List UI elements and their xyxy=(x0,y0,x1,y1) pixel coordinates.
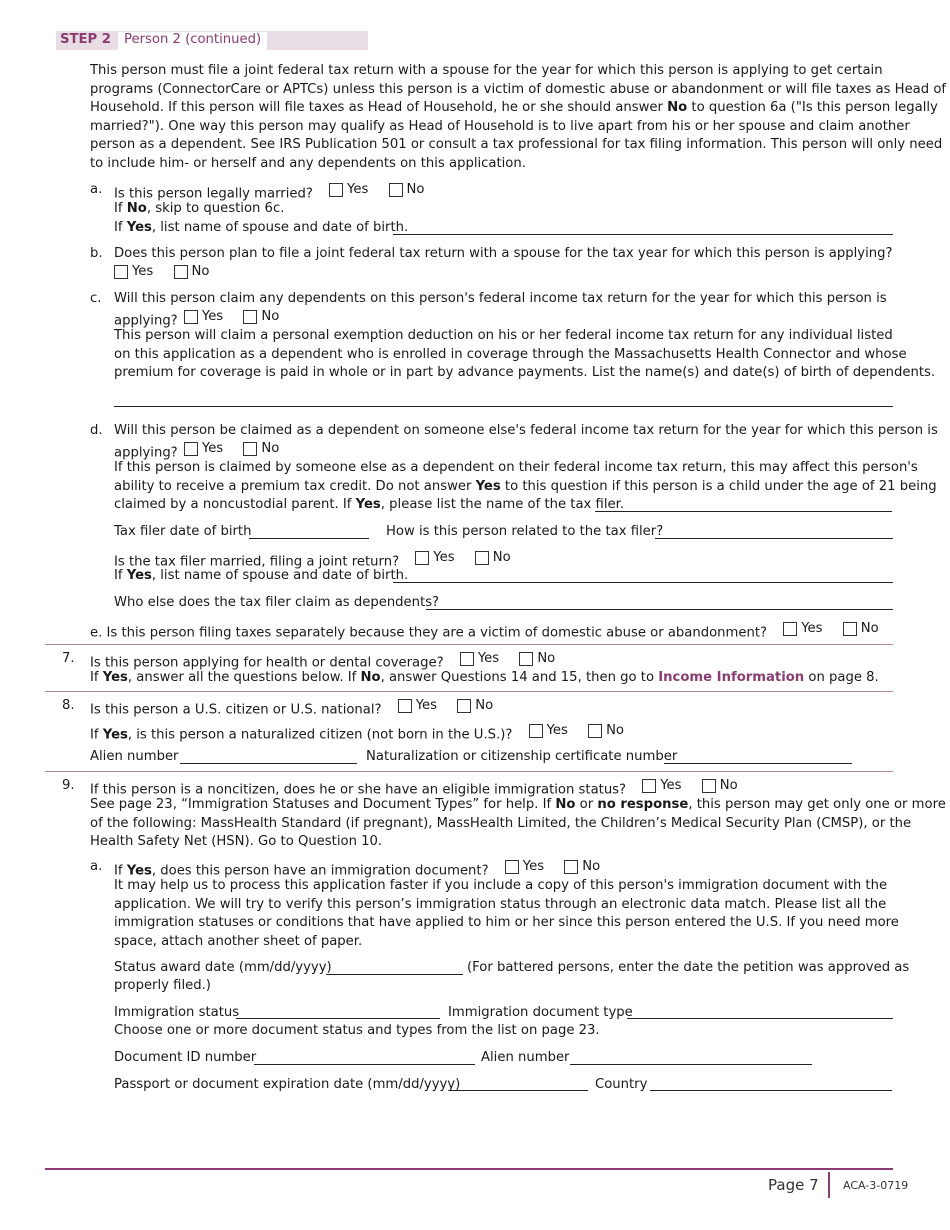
q6b-options: Yes No xyxy=(112,263,223,286)
q6a-spouse-field[interactable] xyxy=(393,234,893,235)
q6a-letter: a. xyxy=(90,182,103,197)
q9a-yes-checkbox[interactable] xyxy=(505,860,519,874)
q6a-yes-checkbox[interactable] xyxy=(329,183,343,197)
q9a-question: If Yes, does this person have an immigration document? Yes No xyxy=(114,859,601,879)
immigration-status-label: Immigration status xyxy=(114,1005,240,1020)
q6d-explanation: If this person is claimed by someone else as a dependent on their federal income tax return, this may affect this person's ability to receive a premium tax credit. Do not answer Yes to this question if this person is a child under the age of 21 being claimed by a noncustodial parent. If Yes, please list the name of the tax filer. xyxy=(114,460,937,513)
choose-doc-note: Choose one or more document status and types from the list on page 23. xyxy=(114,1023,600,1038)
footer-rule xyxy=(45,1168,893,1170)
q7-number: 7. xyxy=(62,651,75,666)
q9-number: 9. xyxy=(62,778,75,793)
divider xyxy=(45,644,893,645)
tax-filer-dependents-label: Who else does the tax filer claim as dependents? xyxy=(114,595,440,610)
q8-yes-checkbox[interactable] xyxy=(398,699,412,713)
form-code: ACA-3-0719 xyxy=(843,1179,909,1192)
q6d-letter: d. xyxy=(90,423,103,438)
q6e-no-checkbox[interactable] xyxy=(843,622,857,636)
q6d-tax-filer-name-field[interactable] xyxy=(595,511,892,512)
q7-question: Is this person applying for health or dental coverage? Yes No xyxy=(90,651,556,671)
page-number: Page 7 xyxy=(768,1176,819,1194)
q7-instructions: If Yes, answer all the questions below. If No, answer Questions 14 and 15, then go to Income Information on page 8. xyxy=(90,670,879,685)
q6a-spouse-label: If Yes, list name of spouse and date of birth. xyxy=(114,220,409,235)
immigration-doc-type-label: Immigration document type xyxy=(448,1005,633,1020)
passport-exp-label: Passport or document expiration date (mm/dd/yyyy) xyxy=(114,1077,461,1092)
q8-naturalized-question: If Yes, is this person a naturalized citizen (not born in the U.S.)? Yes No xyxy=(90,723,624,743)
divider xyxy=(45,771,893,772)
step-label: STEP 2 xyxy=(60,32,111,47)
tax-filer-married-yes-checkbox[interactable] xyxy=(415,551,429,565)
q9-no-checkbox[interactable] xyxy=(702,779,716,793)
document-id-label: Document ID number xyxy=(114,1050,257,1065)
q9a-alien-label: Alien number xyxy=(481,1050,570,1065)
q9-explanation: See page 23, “Immigration Statuses and Document Types” for help. If No or no response, this person may get only one or more of the following: MassHealth Standard (if pregnant), MassHealth Limited, the Children’s Medical Security Plan (CMSP), or the Health Safety Net (HSN). Go to Question 10. xyxy=(90,797,946,850)
tax-filer-dependents-field[interactable] xyxy=(426,609,893,610)
country-field[interactable] xyxy=(650,1090,892,1091)
tax-filer-married-no-checkbox[interactable] xyxy=(475,551,489,565)
q8-natcert-label: Naturalization or citizenship certificate number xyxy=(366,749,678,764)
divider xyxy=(45,691,893,692)
immigration-status-field[interactable] xyxy=(236,1018,440,1019)
document-id-field[interactable] xyxy=(254,1064,475,1065)
q6c-applying: applying? Yes No xyxy=(114,309,280,329)
tax-filer-spouse-field[interactable] xyxy=(393,582,893,583)
q8-alien-number-field[interactable] xyxy=(180,763,357,764)
q8-naturalized-no-checkbox[interactable] xyxy=(588,724,602,738)
q6a-question: Is this person legally married? Yes No xyxy=(114,182,425,202)
q6b-letter: b. xyxy=(90,246,103,261)
q6c-question: Will this person claim any dependents on this person's federal income tax return for the year for which this person is xyxy=(114,291,887,306)
q8-naturalized-yes-checkbox[interactable] xyxy=(529,724,543,738)
status-award-note-cont: properly filed.) xyxy=(114,978,211,993)
q7-yes-checkbox[interactable] xyxy=(460,652,474,666)
q8-question: Is this person a U.S. citizen or U.S. national? Yes No xyxy=(90,698,494,718)
q6a-skip-note: If No, skip to question 6c. xyxy=(114,201,285,216)
q6d-yes-checkbox[interactable] xyxy=(184,442,198,456)
q9-yes-checkbox[interactable] xyxy=(642,779,656,793)
tax-filer-dob-label: Tax filer date of birth xyxy=(114,524,252,539)
q9a-no-checkbox[interactable] xyxy=(564,860,578,874)
q6e-yes-checkbox[interactable] xyxy=(783,622,797,636)
country-label: Country xyxy=(595,1077,648,1092)
q6d-question: Will this person be claimed as a dependent on someone else's federal income tax return for the year for which this person is xyxy=(114,423,938,438)
status-award-note: (For battered persons, enter the date the petition was approved as xyxy=(467,960,910,975)
q6d-no-checkbox[interactable] xyxy=(243,442,257,456)
q8-no-checkbox[interactable] xyxy=(457,699,471,713)
q8-number: 8. xyxy=(62,698,75,713)
q6c-explanation: This person will claim a personal exemption deduction on his or her federal income tax return for any individual listed on this application as a dependent who is enrolled in coverage through the Massachusetts Health Connector and whose premium for coverage is paid in whole or in part by advance payments. List the name(s) and date(s) of birth of dependents. xyxy=(114,328,936,381)
q6c-dependents-field[interactable] xyxy=(114,406,893,407)
q6c-no-checkbox[interactable] xyxy=(243,310,257,324)
immigration-doc-type-field[interactable] xyxy=(627,1018,893,1019)
q6c-letter: c. xyxy=(90,291,102,306)
q9a-explanation: It may help us to process this application faster if you include a copy of this person's immigration document with the application. We will try to verify this person’s immigration status through an electronic data match. Please list all the immigration statuses or conditions that have applied to him or her since this person entered the U.S. If you need more space, attach another sheet of paper. xyxy=(114,878,899,949)
tax-filer-married-question: Is the tax filer married, filing a joint return? Yes No xyxy=(114,550,511,570)
q9-question: If this person is a noncitizen, does he or she have an eligible immigration status? Yes No xyxy=(90,778,738,798)
q7-no-checkbox[interactable] xyxy=(519,652,533,666)
status-award-label: Status award date (mm/dd/yyyy) xyxy=(114,960,332,975)
q6b-question: Does this person plan to file a joint federal tax return with a spouse for the tax year for which this person is applying? xyxy=(114,246,893,261)
step-subtitle: Person 2 (continued) xyxy=(118,32,267,51)
q6a-no-checkbox[interactable] xyxy=(389,183,403,197)
passport-exp-field[interactable] xyxy=(450,1090,588,1091)
tax-filer-spouse-label: If Yes, list name of spouse and date of birth. xyxy=(114,568,409,583)
tax-filer-dob-field[interactable] xyxy=(249,538,369,539)
q9a-letter: a. xyxy=(90,859,103,874)
q6d-applying: applying? Yes No xyxy=(114,441,280,461)
q8-alien-label: Alien number xyxy=(90,749,179,764)
q6b-yes-checkbox[interactable] xyxy=(114,265,128,279)
q6c-yes-checkbox[interactable] xyxy=(184,310,198,324)
q9a-alien-number-field[interactable] xyxy=(570,1064,812,1065)
status-award-date-field[interactable] xyxy=(326,974,463,975)
tax-filer-relation-field[interactable] xyxy=(655,538,893,539)
footer-separator xyxy=(828,1172,830,1198)
q6b-no-checkbox[interactable] xyxy=(174,265,188,279)
q8-natcert-field[interactable] xyxy=(664,763,852,764)
q6e-question: e. Is this person filing taxes separately because they are a victim of domestic abuse or abandonment? Yes No xyxy=(90,621,879,641)
tax-filer-relation-label: How is this person related to the tax filer? xyxy=(386,524,664,539)
intro-paragraph: This person must file a joint federal tax return with a spouse for the year for which this person is applying to get certain programs (ConnectorCare or APTCs) unless this person is a victim of domestic abuse or abandonment or will file taxes as Head of Household. If this person will file taxes as Head of Household, he or she should answer No to question 6a ("Is this person legally married?"). One way this person may qualify as Head of Household is to live apart from his or her spouse and claim another person as a dependent. See IRS Publication 501 or consult a tax professional for tax filing information. This person will only need to include him- or herself and any dependents on this application. xyxy=(90,63,947,171)
income-information-link[interactable]: Income Information xyxy=(658,670,805,685)
